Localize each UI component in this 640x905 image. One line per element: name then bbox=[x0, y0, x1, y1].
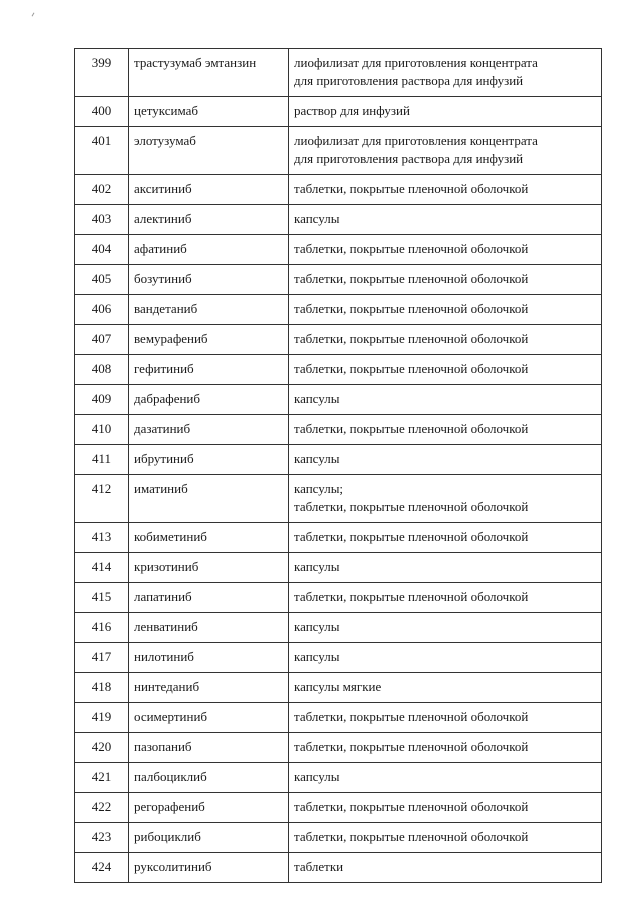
table-row bbox=[75, 523, 602, 553]
row-number: 415 bbox=[75, 583, 129, 613]
dosage-form-line: таблетки, покрытые пленочной оболочкой bbox=[294, 709, 529, 724]
dosage-form bbox=[289, 643, 602, 673]
dosage-form-line: таблетки, покрытые пленочной оболочкой bbox=[294, 829, 529, 844]
dosage-form bbox=[289, 793, 602, 823]
dosage-form bbox=[289, 49, 602, 97]
dosage-form bbox=[289, 733, 602, 763]
table-row bbox=[75, 415, 602, 445]
drug-name: палбоциклиб bbox=[129, 763, 289, 793]
dosage-form bbox=[289, 235, 602, 265]
table-row bbox=[75, 265, 602, 295]
dosage-form-line: таблетки bbox=[294, 859, 344, 874]
row-number: 417 bbox=[75, 643, 129, 673]
table-row bbox=[75, 643, 602, 673]
drug-name: алектиниб bbox=[129, 205, 289, 235]
table-row bbox=[75, 325, 602, 355]
dosage-form bbox=[289, 703, 602, 733]
dosage-form bbox=[289, 823, 602, 853]
row-number: 414 bbox=[75, 553, 129, 583]
row-number: 412 bbox=[75, 475, 129, 523]
dosage-form-line: таблетки, покрытые пленочной оболочкой bbox=[294, 271, 529, 286]
dosage-form-line: таблетки, покрытые пленочной оболочкой bbox=[294, 361, 529, 376]
row-number: 420 bbox=[75, 733, 129, 763]
row-number: 424 bbox=[75, 853, 129, 883]
drug-name: нинтеданиб bbox=[129, 673, 289, 703]
drug-name: кобиметиниб bbox=[129, 523, 289, 553]
drug-name: ленватиниб bbox=[129, 613, 289, 643]
table-row bbox=[75, 703, 602, 733]
drug-name: осимертиниб bbox=[129, 703, 289, 733]
dosage-form bbox=[289, 613, 602, 643]
table-row bbox=[75, 127, 602, 175]
table-row bbox=[75, 235, 602, 265]
dosage-form-line: капсулы bbox=[294, 391, 340, 406]
drug-name: бозутиниб bbox=[129, 265, 289, 295]
drug-name: элотузумаб bbox=[129, 127, 289, 175]
dosage-form-line: капсулы bbox=[294, 451, 340, 466]
drug-name: ибрутиниб bbox=[129, 445, 289, 475]
dosage-form bbox=[289, 523, 602, 553]
dosage-form bbox=[289, 673, 602, 703]
row-number: 419 bbox=[75, 703, 129, 733]
table-row bbox=[75, 763, 602, 793]
drug-name: трастузумаб эмтанзин bbox=[129, 49, 289, 97]
dosage-form-line: капсулы bbox=[294, 211, 340, 226]
row-number: 407 bbox=[75, 325, 129, 355]
dosage-form-line: для приготовления раствора для инфузий bbox=[294, 151, 524, 166]
row-number: 410 bbox=[75, 415, 129, 445]
drug-name: дазатиниб bbox=[129, 415, 289, 445]
row-number: 423 bbox=[75, 823, 129, 853]
table-row bbox=[75, 475, 602, 523]
table-row bbox=[75, 355, 602, 385]
row-number: 416 bbox=[75, 613, 129, 643]
dosage-form bbox=[289, 175, 602, 205]
drug-name: руксолитиниб bbox=[129, 853, 289, 883]
dosage-form-line: таблетки, покрытые пленочной оболочкой bbox=[294, 589, 529, 604]
drug-name: пазопаниб bbox=[129, 733, 289, 763]
scan-mark bbox=[32, 13, 35, 17]
drug-name: нилотиниб bbox=[129, 643, 289, 673]
table-row bbox=[75, 793, 602, 823]
row-number: 421 bbox=[75, 763, 129, 793]
drug-name: кризотиниб bbox=[129, 553, 289, 583]
table-row bbox=[75, 97, 602, 127]
table-row bbox=[75, 385, 602, 415]
dosage-form-line: таблетки, покрытые пленочной оболочкой bbox=[294, 739, 529, 754]
table-row bbox=[75, 673, 602, 703]
drug-name: акситиниб bbox=[129, 175, 289, 205]
table-row bbox=[75, 445, 602, 475]
dosage-form bbox=[289, 415, 602, 445]
table-row bbox=[75, 583, 602, 613]
row-number: 418 bbox=[75, 673, 129, 703]
drug-name: гефитиниб bbox=[129, 355, 289, 385]
dosage-form bbox=[289, 355, 602, 385]
table-row bbox=[75, 205, 602, 235]
dosage-form bbox=[289, 385, 602, 415]
row-number: 404 bbox=[75, 235, 129, 265]
table-row bbox=[75, 733, 602, 763]
row-number: 411 bbox=[75, 445, 129, 475]
row-number: 401 bbox=[75, 127, 129, 175]
table-row bbox=[75, 175, 602, 205]
dosage-form bbox=[289, 553, 602, 583]
dosage-form bbox=[289, 325, 602, 355]
drug-name: регорафениб bbox=[129, 793, 289, 823]
drug-name: лапатиниб bbox=[129, 583, 289, 613]
dosage-form-line: капсулы; bbox=[294, 481, 344, 496]
dosage-form-line: таблетки, покрытые пленочной оболочкой bbox=[294, 331, 529, 346]
table-row bbox=[75, 823, 602, 853]
table-row bbox=[75, 853, 602, 883]
dosage-form bbox=[289, 763, 602, 793]
dosage-form-line: таблетки, покрытые пленочной оболочкой bbox=[294, 241, 529, 256]
dosage-form-line: капсулы bbox=[294, 769, 340, 784]
table-row bbox=[75, 295, 602, 325]
dosage-form bbox=[289, 295, 602, 325]
dosage-form-line: лиофилизат для приготовления концентрата bbox=[294, 55, 538, 70]
table-row bbox=[75, 613, 602, 643]
drug-name: иматиниб bbox=[129, 475, 289, 523]
table-row bbox=[75, 49, 602, 97]
dosage-form bbox=[289, 127, 602, 175]
row-number: 422 bbox=[75, 793, 129, 823]
dosage-form bbox=[289, 475, 602, 523]
row-number: 403 bbox=[75, 205, 129, 235]
row-number: 405 bbox=[75, 265, 129, 295]
row-number: 402 bbox=[75, 175, 129, 205]
row-number: 408 bbox=[75, 355, 129, 385]
dosage-form-line: капсулы bbox=[294, 619, 340, 634]
dosage-form bbox=[289, 265, 602, 295]
dosage-form-line: таблетки, покрытые пленочной оболочкой bbox=[294, 799, 529, 814]
dosage-form-line: лиофилизат для приготовления концентрата bbox=[294, 133, 538, 148]
row-number: 406 bbox=[75, 295, 129, 325]
table-row bbox=[75, 553, 602, 583]
row-number: 400 bbox=[75, 97, 129, 127]
dosage-form-line: таблетки, покрытые пленочной оболочкой bbox=[294, 181, 529, 196]
row-number: 399 bbox=[75, 49, 129, 97]
dosage-form bbox=[289, 205, 602, 235]
dosage-form bbox=[289, 583, 602, 613]
table-body bbox=[75, 49, 602, 883]
dosage-form-line: таблетки, покрытые пленочной оболочкой bbox=[294, 529, 529, 544]
dosage-form-line: капсулы мягкие bbox=[294, 679, 382, 694]
dosage-form bbox=[289, 445, 602, 475]
dosage-form bbox=[289, 853, 602, 883]
drug-name: вемурафениб bbox=[129, 325, 289, 355]
dosage-form-line: капсулы bbox=[294, 649, 340, 664]
drug-name: афатиниб bbox=[129, 235, 289, 265]
dosage-form-line: таблетки, покрытые пленочной оболочкой bbox=[294, 301, 529, 316]
dosage-form bbox=[289, 97, 602, 127]
dosage-form-line: таблетки, покрытые пленочной оболочкой bbox=[294, 421, 529, 436]
medication-table bbox=[74, 48, 602, 883]
drug-name: вандетаниб bbox=[129, 295, 289, 325]
drug-name: цетуксимаб bbox=[129, 97, 289, 127]
dosage-form-line: таблетки, покрытые пленочной оболочкой bbox=[294, 499, 529, 514]
dosage-form-line: капсулы bbox=[294, 559, 340, 574]
dosage-form-line: раствор для инфузий bbox=[294, 103, 410, 118]
dosage-form-line: для приготовления раствора для инфузий bbox=[294, 73, 524, 88]
drug-name: дабрафениб bbox=[129, 385, 289, 415]
row-number: 409 bbox=[75, 385, 129, 415]
drug-name: рибоциклиб bbox=[129, 823, 289, 853]
row-number: 413 bbox=[75, 523, 129, 553]
